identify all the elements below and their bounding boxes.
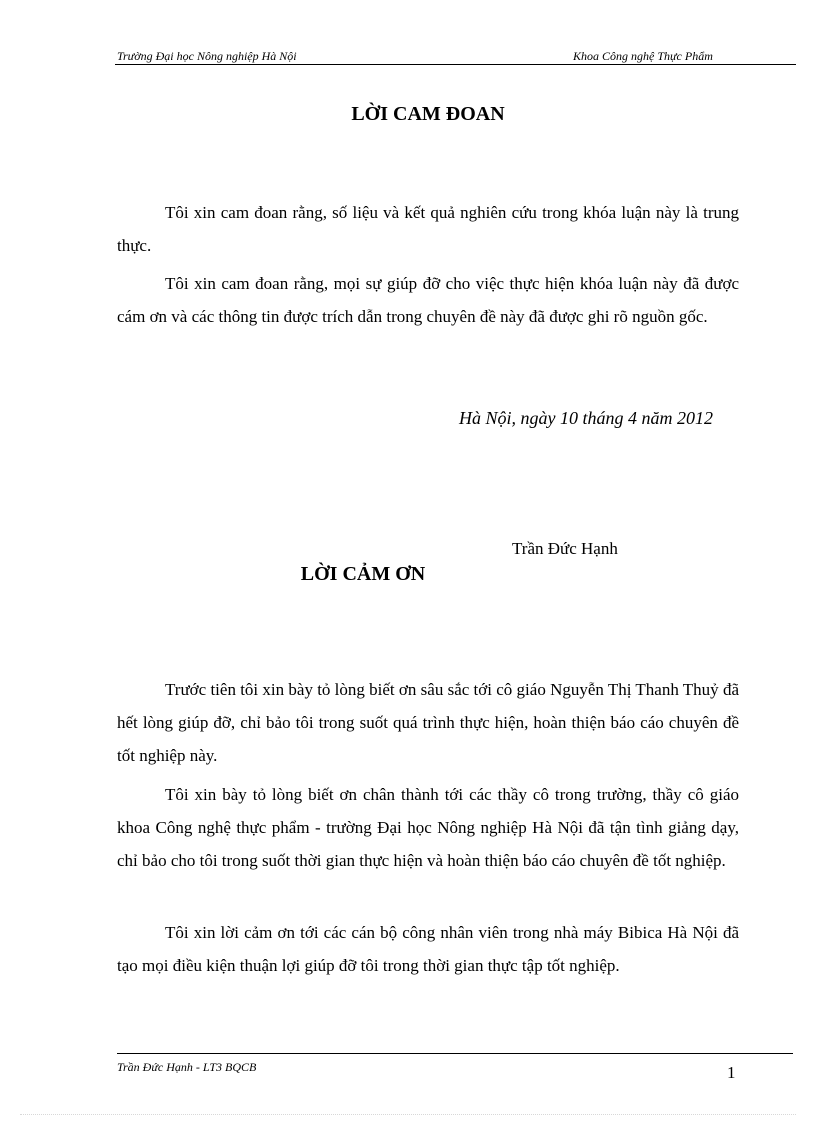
thanks-paragraph: Trước tiên tôi xin bày tỏ lòng biết ơn sâu sắc tới cô giáo Nguyễn Thị Thanh Thuỷ đã hết lòng giúp đỡ, chỉ bảo tôi trong suốt quá trình thực hiện, hoàn thiện báo cáo chuyên đề tốt nghiệp này. <box>117 680 739 765</box>
footer-divider <box>117 1053 793 1054</box>
commitment-title: LỜI CAM ĐOAN <box>351 103 505 125</box>
commitment-paragraph: Tôi xin cam đoan rằng, số liệu và kết quả nghiên cứu trong khóa luận này là trung thực. <box>117 203 739 255</box>
footer-author: Trần Đức Hạnh - LT3 BQCB <box>117 1060 257 1074</box>
author-signature-name: Trần Đức Hạnh <box>512 539 618 558</box>
header-school-name: Trường Đại học Nông nghiệp Hà Nội <box>117 49 297 63</box>
page-number: 1 <box>727 1063 736 1082</box>
page-bottom-dotted-line <box>20 1114 796 1115</box>
thanks-paragraph: Tôi xin lời cảm ơn tới các cán bộ công nhân viên trong nhà máy Bibica Hà Nội đã tạo mọi điều kiện thuận lợi giúp đỡ tôi trong thời gian thực tập tốt nghiệp. <box>117 923 739 975</box>
thanks-title: LỜI CẢM ƠN <box>300 563 426 585</box>
header-faculty-name: Khoa Công nghệ Thực Phẩm <box>573 49 713 63</box>
header-divider <box>115 64 796 65</box>
commitment-paragraph: Tôi xin cam đoan rằng, mọi sự giúp đỡ cho việc thực hiện khóa luận này đã được cám ơn và các thông tin được trích dẫn trong chuyên đề này đã được ghi rõ nguồn gốc. <box>117 274 739 326</box>
thanks-paragraph: Tôi xin bày tỏ lòng biết ơn chân thành tới các thầy cô trong trường, thầy cô giáo khoa Công nghệ thực phẩm - trường Đại học Nông nghiệp Hà Nội đã tận tình giảng dạy, chỉ bảo cho tôi trong suốt thời gian thực hiện và hoàn thiện báo cáo chuyên đề tốt nghiệp. <box>117 785 739 870</box>
date-line: Hà Nội, ngày 10 tháng 4 năm 2012 <box>459 408 713 428</box>
